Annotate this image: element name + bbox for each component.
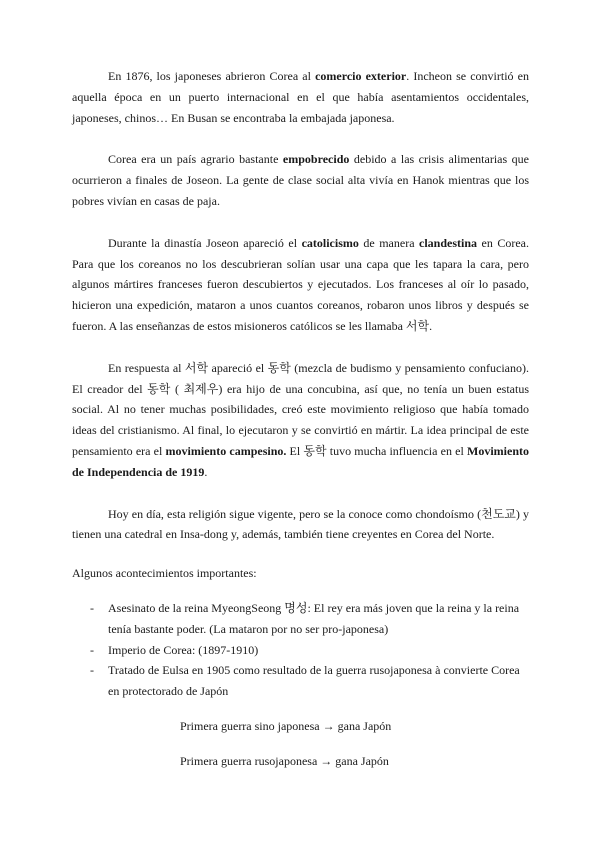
bullet-dash: - xyxy=(90,600,94,615)
bold-term-empobrecido: empobrecido xyxy=(282,152,350,167)
text-run: . xyxy=(204,464,208,479)
paragraph-foreign-trade xyxy=(72,66,529,128)
war-line-sino-japanese: Primera guerra sino japonesa → gana Japón xyxy=(180,718,392,733)
list-item-text: Imperio de Corea: (1897-1910) xyxy=(108,642,259,657)
bullet-dash: - xyxy=(90,663,94,678)
war-line-russo-japanese: Primera guerra rusojaponesa → gana Japón xyxy=(180,753,389,768)
paragraph-agrarian-country xyxy=(72,149,529,211)
list-item-text: Tratado de Eulsa en 1905 como resultado de la guerra rusojaponesa à convierte Corea en protectorado de Japón xyxy=(108,663,520,699)
bold-term-movimiento-independencia: Movimiento de Independencia de 1919 xyxy=(72,443,529,479)
text-run: en Corea. Para que los coreanos no los descubrieran solían usar una capa que les tapara la cara, pero algunos mártires franceses fueron descubiertos y ejecutados. Los franceses al oír lo pasado, hicieron una expedición, mataron a unos cuantos coreanos, robaron unos libros y después se fueron. A las enseñanzas de estos misioneros católicos se les llamaba 서학. xyxy=(72,235,529,333)
text-run: Corea era un país agrario bastante xyxy=(108,152,283,167)
text-run: de manera xyxy=(358,235,420,250)
text-run: Durante la dinastía Joseon apareció el xyxy=(108,235,302,250)
bold-term-comercio-exterior: comercio exterior xyxy=(315,69,407,83)
text-run: debido a las crisis alimentarias que ocurrieron a finales de Joseon. La gente de clase social alta vivía en Hanok mientras que los pobres vivían en casas de paja. xyxy=(72,152,529,208)
document-body xyxy=(72,66,529,772)
paragraph-chondoism: Hoy en día, esta religión sigue vigente, pero se la conoce como chondoísmo (천도교) y tienen una catedral en Insa-dong y, además, también tiene creyentes en Corea del Norte. xyxy=(72,506,529,542)
bold-term-movimiento-campesino: movimiento campesino. xyxy=(165,443,287,458)
bold-term-clandestina: clandestina xyxy=(419,235,478,250)
text-run: En 1876, los japoneses abrieron Corea al xyxy=(108,69,316,83)
events-list xyxy=(72,598,529,702)
events-heading: Algunos acontecimientos importantes: xyxy=(72,566,257,581)
bold-term-catolicismo: catolicismo xyxy=(301,235,359,250)
text-run: . Incheon se convirtió en aquella época en un puerto internacional en el que había asentamientos occidentales, japoneses, chinos… En Busan se encontraba la embajada japonesa. xyxy=(72,69,529,125)
list-item xyxy=(72,598,529,640)
paragraph-donghak xyxy=(72,358,529,483)
text-run: En respuesta al 서학 apareció el 동학 (mezcla de budismo y pensamiento confuciano). El creador del 동학 ( 최제우) era hijo de una concubina, así que, no tenía un buen estatus social. Al no tener muchas posibilidades, creó este movimiento religioso que había tomado ideas del cristianismo. Al final, lo ejecutaron y se convirtió en mártir. La idea principal de este pensamiento era el xyxy=(72,360,529,458)
list-item xyxy=(72,660,529,702)
list-item xyxy=(72,640,529,661)
bullet-dash: - xyxy=(90,642,94,657)
list-item-text: Asesinato de la reina MyeongSeong 명성: El rey era más joven que la reina y la reina tenía bastante poder. (La mataron por no ser pro-japonesa) xyxy=(108,600,520,636)
paragraph-catholicism xyxy=(72,233,529,337)
text-run: El 동학 tuvo mucha influencia en el xyxy=(286,443,467,458)
